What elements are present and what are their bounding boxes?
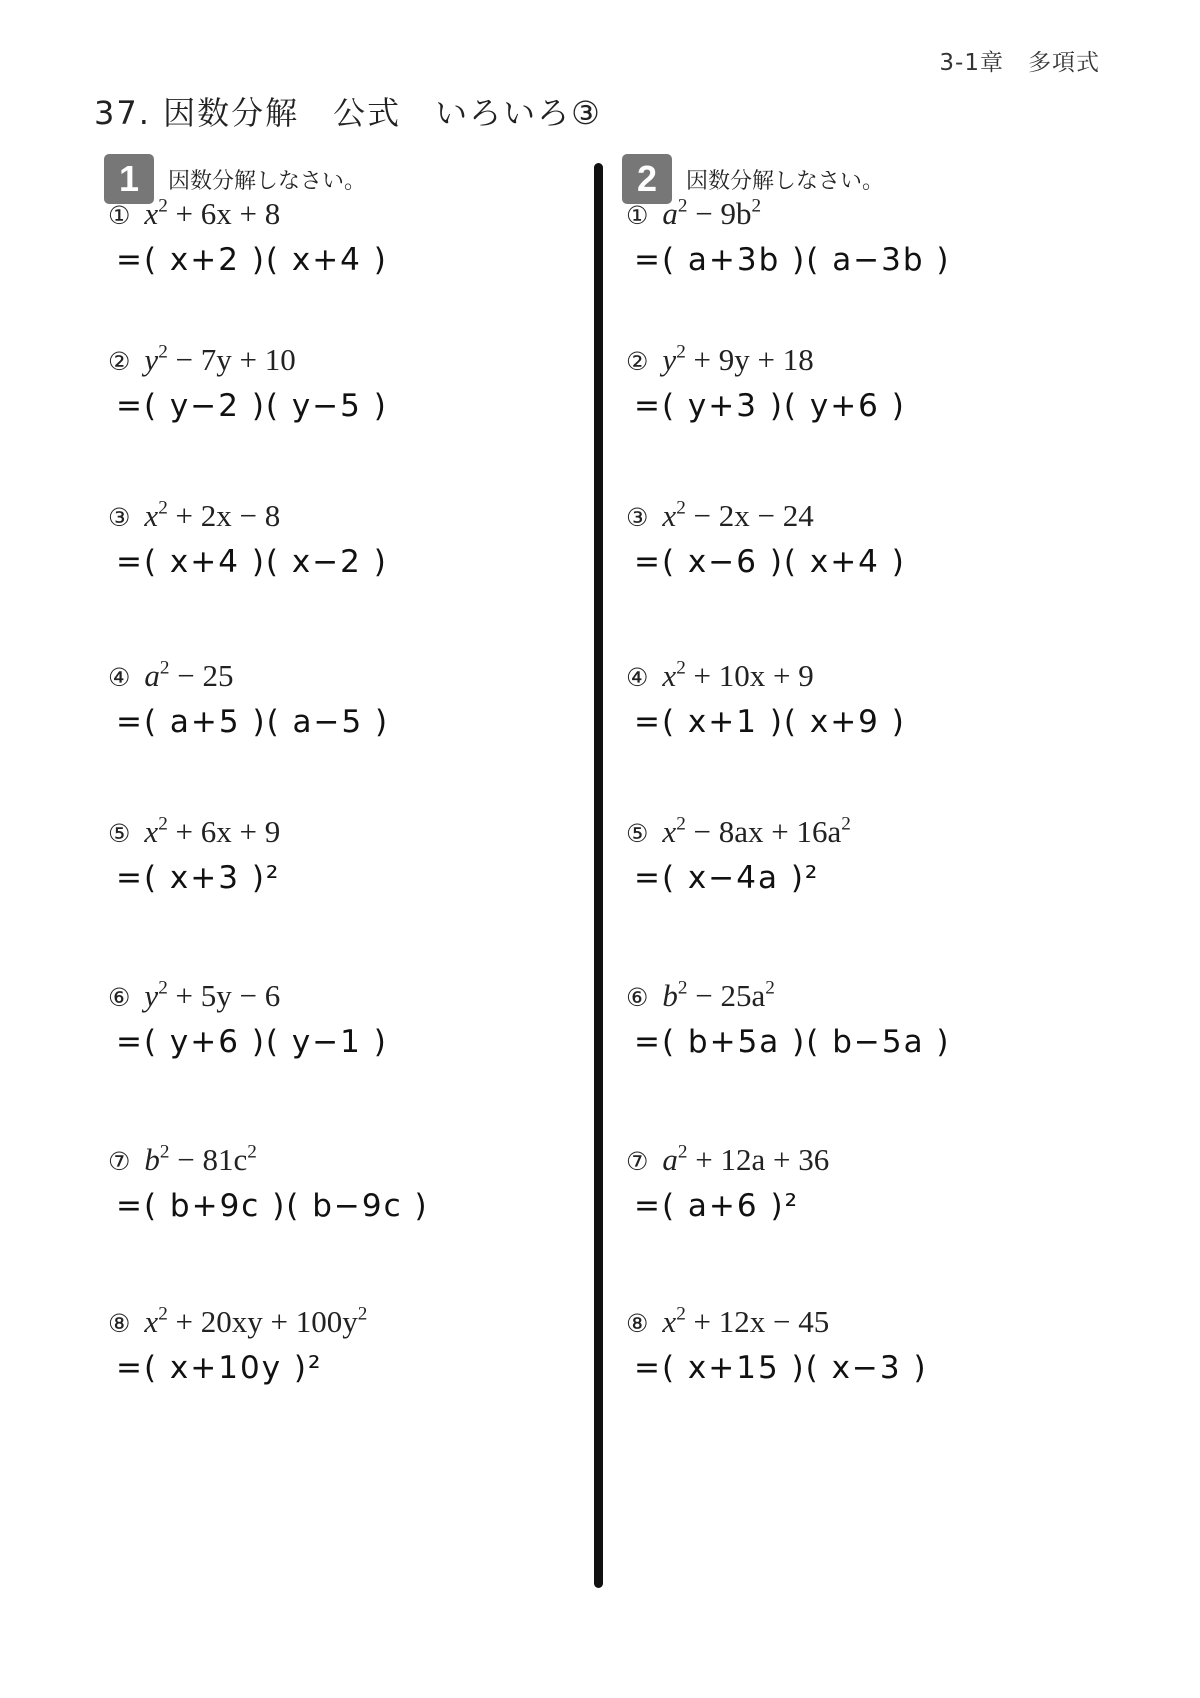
- handwritten-answer: =( a+5 )( a−5 ): [116, 704, 390, 740]
- problem-item: [626, 978, 1096, 1118]
- problem-number: ⑥: [626, 983, 649, 1012]
- section-instruction: 因数分解しなさい。: [168, 168, 367, 194]
- problem-expression: $x^2 + 6x + 8$: [144, 195, 281, 231]
- page-title: 37. 因数分解 公式 いろいろ③: [94, 94, 602, 132]
- problem-expression: $b^2 - 25a^2$: [662, 977, 775, 1013]
- problem-number: ⑦: [626, 1147, 649, 1176]
- problem-expression: $x^2 - 2x - 24$: [662, 497, 814, 533]
- problem-expression: $a^2 + 12a + 36$: [662, 1141, 830, 1177]
- problem-number: ⑧: [626, 1309, 649, 1338]
- problem-item: [626, 196, 1096, 336]
- problem-number: ①: [626, 201, 649, 230]
- section-1: [104, 154, 584, 1386]
- problem-item: [626, 342, 1096, 482]
- section-instruction: 因数分解しなさい。: [686, 168, 885, 194]
- problem-number: ①: [108, 201, 131, 230]
- problem-expression: $a^2 - 25$: [144, 657, 234, 693]
- problem-number: ④: [108, 663, 131, 692]
- handwritten-answer: =( b+9c )( b−9c ): [116, 1188, 429, 1224]
- problem-item: [108, 196, 578, 336]
- problem-item: [108, 342, 578, 482]
- problem-expression: $y^2 + 5y - 6$: [144, 977, 281, 1013]
- handwritten-answer: =( x+4 )( x−2 ): [116, 544, 388, 580]
- handwritten-answer: =( x+2 )( x+4 ): [116, 242, 388, 278]
- problem-item: [108, 1304, 578, 1444]
- problem-number: ③: [108, 503, 131, 532]
- problem-item: [108, 498, 578, 638]
- column-divider: [594, 163, 603, 1588]
- problem-number: ②: [626, 347, 649, 376]
- problem-item: [108, 814, 578, 954]
- chapter-label: 3-1章 多項式: [939, 50, 1100, 76]
- problem-number: ⑦: [108, 1147, 131, 1176]
- section-badge: 1: [104, 154, 154, 204]
- handwritten-answer: =( y−2 )( y−5 ): [116, 388, 388, 424]
- problem-expression: $x^2 + 10x + 9$: [662, 657, 814, 693]
- problem-number: ⑤: [626, 819, 649, 848]
- problem-expression: $y^2 + 9y + 18$: [662, 341, 814, 377]
- problem-expression: $x^2 + 6x + 9$: [144, 813, 281, 849]
- problem-item: [108, 978, 578, 1118]
- problem-number: ⑥: [108, 983, 131, 1012]
- problem-item: [108, 658, 578, 798]
- problem-expression: $b^2 - 81c^2$: [144, 1141, 257, 1177]
- handwritten-answer: =( x+3 )²: [116, 860, 281, 896]
- problem-expression: $a^2 - 9b^2$: [662, 195, 762, 231]
- handwritten-answer: =( x−6 )( x+4 ): [634, 544, 906, 580]
- problem-number: ②: [108, 347, 131, 376]
- problem-number: ④: [626, 663, 649, 692]
- handwritten-answer: =( a+3b )( a−3b ): [634, 242, 951, 278]
- problem-number: ③: [626, 503, 649, 532]
- problem-expression: $x^2 - 8ax + 16a^2$: [662, 813, 851, 849]
- problem-number: ⑤: [108, 819, 131, 848]
- handwritten-answer: =( b+5a )( b−5a ): [634, 1024, 951, 1060]
- problem-item: [626, 498, 1096, 638]
- handwritten-answer: =( x+15 )( x−3 ): [634, 1350, 928, 1386]
- handwritten-answer: =( y+6 )( y−1 ): [116, 1024, 388, 1060]
- problem-item: [626, 814, 1096, 954]
- problem-expression: $x^2 + 2x - 8$: [144, 497, 281, 533]
- problem-expression: $y^2 - 7y + 10$: [144, 341, 296, 377]
- section-badge: 2: [622, 154, 672, 204]
- problem-item: [626, 1142, 1096, 1282]
- problem-item: [626, 658, 1096, 798]
- handwritten-answer: =( x−4a )²: [634, 860, 820, 896]
- section-2: [622, 154, 1102, 1386]
- problem-expression: $x^2 + 12x - 45$: [662, 1303, 830, 1339]
- problem-number: ⑧: [108, 1309, 131, 1338]
- handwritten-answer: =( x+1 )( x+9 ): [634, 704, 906, 740]
- problem-item: [626, 1304, 1096, 1444]
- handwritten-answer: =( x+10y )²: [116, 1350, 323, 1386]
- handwritten-answer: =( a+6 )²: [634, 1188, 799, 1224]
- problem-item: [108, 1142, 578, 1282]
- problem-expression: $x^2 + 20xy + 100y^2$: [144, 1303, 368, 1339]
- handwritten-answer: =( y+3 )( y+6 ): [634, 388, 906, 424]
